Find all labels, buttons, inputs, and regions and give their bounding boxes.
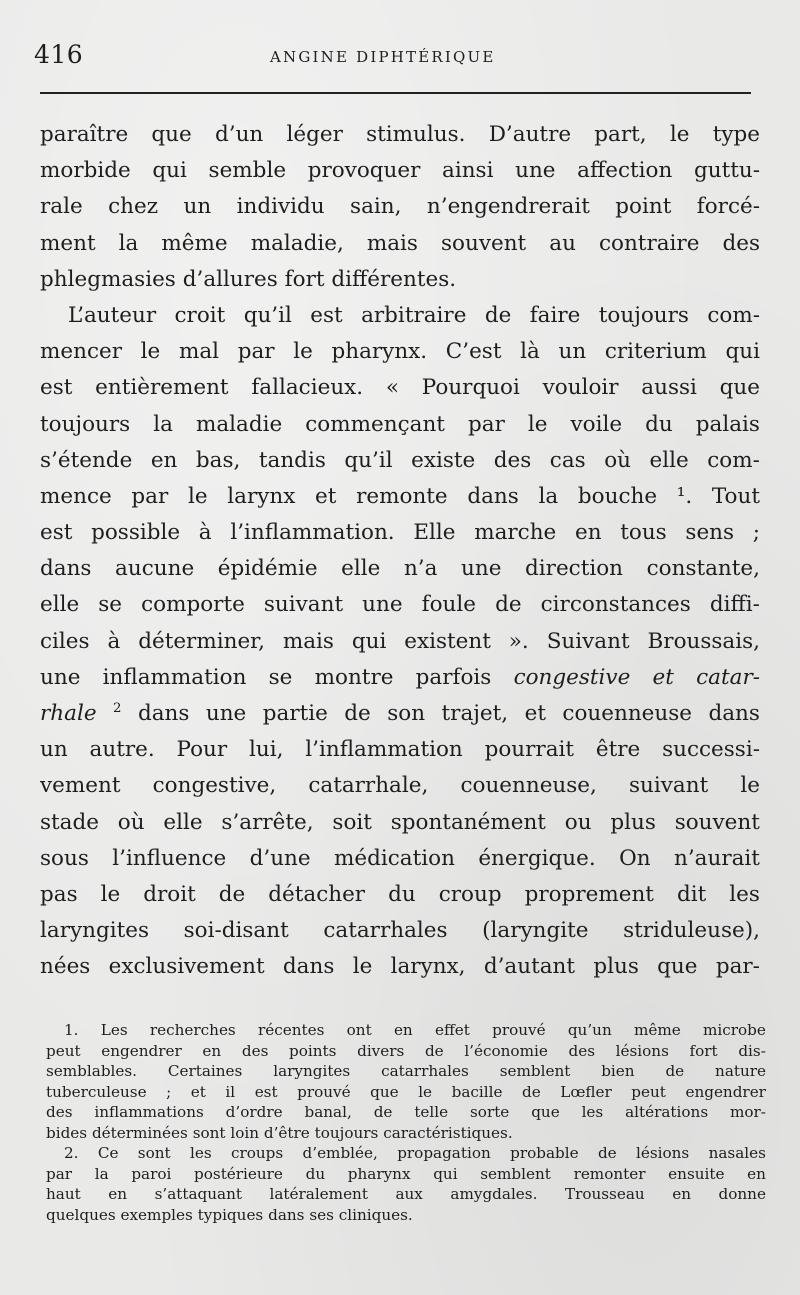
page-number: 416 — [34, 40, 84, 69]
footnote-line: tuberculeuse ; et il est prouvé que le bacille de Lœfler peut engendrer — [46, 1082, 766, 1101]
header-rule — [40, 92, 751, 94]
body-text — [40, 117, 760, 986]
text-line: nées exclusivement dans le larynx, d’autant plus que par- — [40, 954, 760, 980]
text-line: est entièrement fallacieux. « Pourquoi vouloir aussi que — [40, 375, 760, 401]
text-line: laryngites soi-disant catarrhales (laryngite striduleuse), — [40, 918, 760, 944]
text-line: sous l’influence d’une médication énergique. On n’aurait — [40, 845, 760, 871]
footnote-line: quelques exemples typiques dans ses cliniques. — [46, 1205, 413, 1224]
text-line: elle se comporte suivant une foule de circonstances diffi- — [40, 592, 760, 618]
footnote-line: 1. Les recherches récentes ont en effet prouvé qu’un même microbe — [64, 1021, 766, 1039]
text-line: mence par le larynx et remonte dans la bouche ¹. Tout — [40, 483, 760, 509]
footnote-line: peut engendrer en des points divers de l’économie des lésions fort dis- — [46, 1041, 766, 1060]
text-line: morbide qui semble provoquer ainsi une affection guttu- — [40, 158, 760, 184]
text-line: dans aucune épidémie elle n’a une direction constante, — [40, 556, 760, 582]
footnote-line: bides déterminées sont loin d’être toujours caractéristiques. — [46, 1123, 513, 1142]
footnote-line: des inflammations d’ordre banal, de telle sorte que les altérations mor- — [46, 1103, 766, 1121]
text-line: pas le droit de détacher du croup proprement dit les — [40, 881, 760, 907]
text-line: toujours la maladie commençant par le voile du palais — [40, 411, 760, 437]
text-line: mencer le mal par le pharynx. C’est là un criterium qui — [40, 339, 760, 365]
footnote-line: 2. Ce sont les croups d’emblée, propagation probable de lésions nasales — [64, 1144, 766, 1162]
text-line: s’étende en bas, tandis qu’il existe des cas où elle com- — [40, 447, 760, 473]
text-line: un autre. Pour lui, l’inflammation pourrait être successi- — [40, 737, 760, 763]
footnote-line: haut en s’attaquant latéralement aux amygdales. Trousseau en donne — [46, 1185, 766, 1203]
footnote-line: semblables. Certaines laryngites catarrhales semblent bien de nature — [46, 1062, 766, 1080]
footnote-line: par la paroi postérieure du pharynx qui semblent remonter ensuite en — [46, 1164, 766, 1183]
page-header — [34, 40, 750, 80]
text-line: une inflammation se montre parfois congestive et catar- — [40, 664, 760, 690]
text-line: paraître que d’un léger stimulus. D’autre part, le type — [40, 122, 760, 147]
text-line: L’auteur croit qu’il est arbitraire de faire toujours com- — [68, 302, 760, 328]
running-title: ANGINE DIPHTÉRIQUE — [270, 48, 496, 66]
text-line: est possible à l’inflammation. Elle marche en tous sens ; — [40, 520, 760, 546]
text-line: rhale $^2$ dans une partie de son trajet, et couenneuse dans — [40, 700, 760, 726]
text-line: ciles à déterminer, mais qui existent ». Suivant Broussais, — [40, 628, 760, 654]
text-line: vement congestive, catarrhale, couenneuse, suivant le — [40, 773, 760, 799]
text-line: rale chez un individu sain, n’engendrerait point forcé- — [40, 194, 760, 220]
footnotes — [46, 1020, 766, 1225]
text-line: stade où elle s’arrête, soit spontanément ou plus souvent — [40, 809, 760, 835]
text-line: phlegmasies d’allures fort différentes. — [40, 266, 457, 292]
text-line: ment la même maladie, mais souvent au contraire des — [40, 230, 760, 256]
